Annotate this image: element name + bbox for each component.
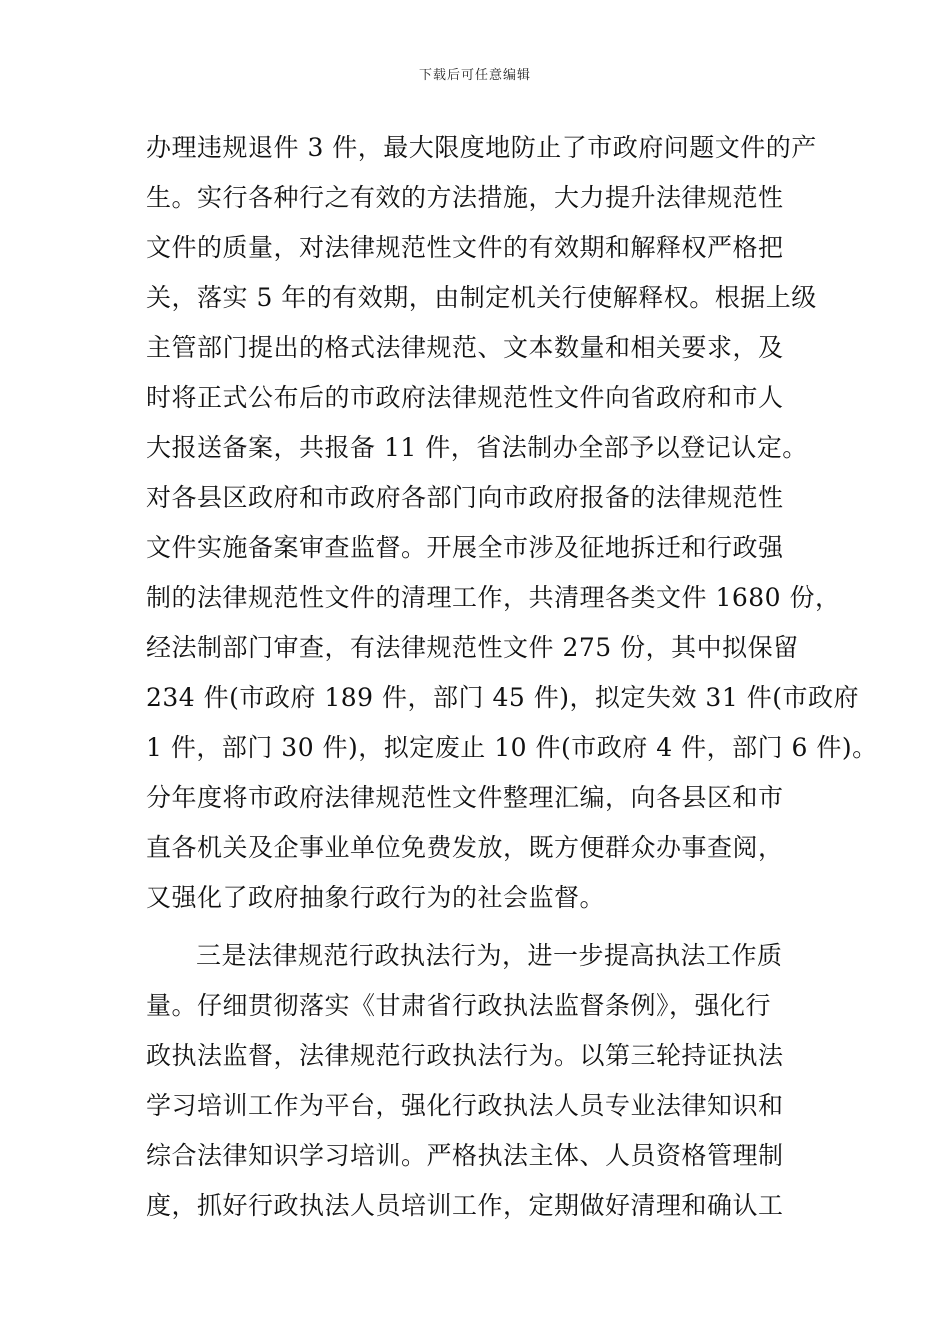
text-line: 学习培训工作为平台，强化行政执法人员专业法律知识和	[146, 1091, 784, 1120]
text-line: 直各机关及企事业单位免费发放，既方便群众办事查阅，	[146, 833, 784, 862]
text-line: 政执法监督，法律规范行政执法行为。以第三轮持证执法	[146, 1041, 784, 1070]
text-line: 1 件，部门 30 件)，拟定废止 10 件(市政府 4 件，部门 6 件)。	[146, 733, 878, 762]
text-line: 度，抓好行政执法人员培训工作，定期做好清理和确认工	[146, 1191, 784, 1220]
text-line: 关，落实 5 年的有效期，由制定机关行使解释权。根据上级	[146, 283, 817, 312]
text-line: 文件的质量，对法律规范性文件的有效期和解释权严格把	[146, 233, 784, 262]
document-body	[146, 128, 878, 1236]
text-line: 三是法律规范行政执法行为，进一步提高执法工作质	[196, 941, 783, 970]
text-line: 综合法律知识学习培训。严格执法主体、人员资格管理制	[146, 1141, 784, 1170]
text-line: 量。仔细贯彻落实《甘肃省行政执法监督条例》，强化行	[146, 991, 772, 1020]
text-line: 文件实施备案审查监督。开展全市涉及征地拆迁和行政强	[146, 533, 784, 562]
paragraph	[146, 936, 846, 1236]
text-line: 大报送备案，共报备 11 件，省法制办全部予以登记认定。	[146, 433, 808, 462]
text-line: 主管部门提出的格式法律规范、文本数量和相关要求，及	[146, 333, 784, 362]
text-line: 制的法律规范性文件的清理工作，共清理各类文件 1680 份，	[146, 583, 841, 612]
text-line: 经法制部门审查，有法律规范性文件 275 份，其中拟保留	[146, 633, 799, 662]
text-line: 分年度将市政府法律规范性文件整理汇编，向各县区和市	[146, 783, 784, 812]
text-line: 对各县区政府和市政府各部门向市政府报备的法律规范性	[146, 483, 784, 512]
paragraph	[146, 128, 878, 928]
page-header: 下载后可任意编辑	[418, 68, 531, 83]
text-line: 办理违规退件 3 件，最大限度地防止了市政府问题文件的产	[146, 133, 817, 162]
text-line: 生。实行各种行之有效的方法措施，大力提升法律规范性	[146, 183, 784, 212]
text-line: 时将正式公布后的市政府法律规范性文件向省政府和市人	[146, 383, 784, 412]
paragraph-gap	[146, 928, 846, 936]
text-line: 234 件(市政府 189 件，部门 45 件)，拟定失效 31 件(市政府	[146, 683, 859, 712]
text-line: 又强化了政府抽象行政行为的社会监督。	[146, 883, 606, 912]
